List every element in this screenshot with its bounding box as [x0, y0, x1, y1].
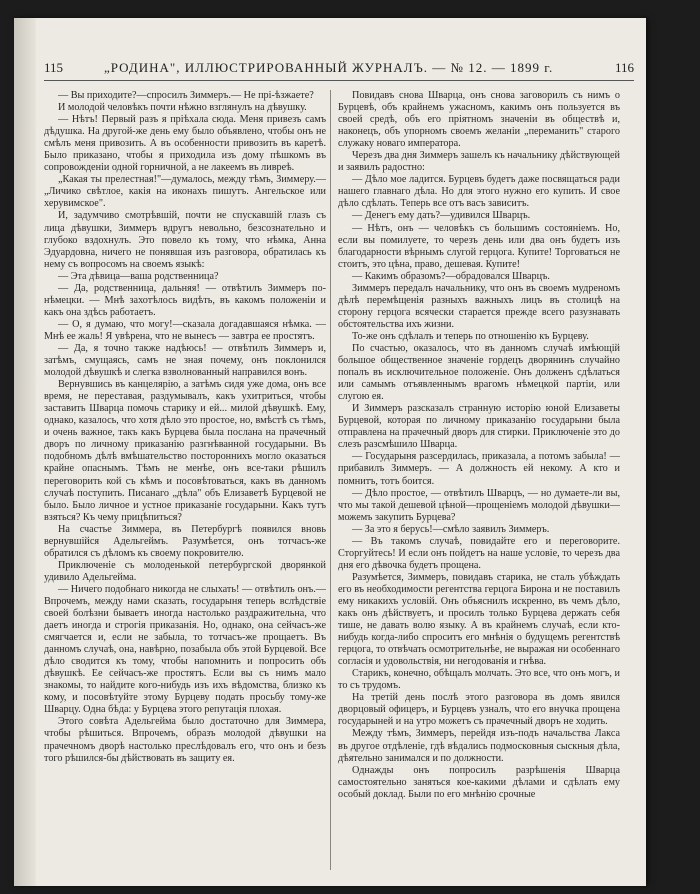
paragraph: — Нѣтъ, онъ — человѣкъ съ большимъ состояніемъ. Но, если вы помилуете, то черезъ день или два онъ будетъ изъ благодарности вѣрнымъ слугой герцога. Купите! Торговаться не стоитъ, это цѣна, право, дешевая. Купите! — [338, 222, 620, 270]
paragraph: Зиммеръ передалъ начальнику, что онъ въ своемъ мудреномъ дѣлѣ перемѣщенія разныхъ важныхъ лицъ въ столицѣ на сторону герцога всячески старается прежде всего разузнавать обстоятельства ихъ жизни. — [338, 282, 620, 330]
paragraph: — О, я думаю, что могу!—сказала догадавшаяся нѣмка. — Мнѣ ее жаль! Я увѣрена, что не вынесъ — завтра ее простятъ. — [44, 318, 326, 342]
paragraph: „Какая ты прелестная!"—думалось, между тѣмъ, Зиммеру.— „Личико свѣтлое, какія на иконахъ пишутъ. Ангельское или херувимское". — [44, 174, 326, 210]
paragraph: Разумѣется, Зиммеръ, повидавъ старика, не сталъ убѣждать его въ необходимости регентства герцога Бирона и не поставилъ ему никакихъ условій. Онъ объяснилъ искренно, въ чемъ дѣло, какъ онъ дѣйствуетъ, и просилъ только Бурцева держать себя тише, не давать волю языку. А въ крайнемъ случаѣ, если кто-нибудь когда-либо спроситъ его мнѣнія о будущемъ регентствѣ герцога, то отвѣчать осмотрительнѣе, не выражая ни особеннаго согласія и удовольствія, ни негодованія и гнѣва. — [338, 571, 620, 668]
column-divider — [330, 90, 331, 870]
paragraph: На третій день послѣ этого разговора въ домъ явился дворцовый офицеръ, и Бурцевъ узналъ, что его внучка прощена государыней и на утро можетъ съ прачечный дворъ не ходить. — [338, 692, 620, 728]
paragraph: — Государыня разсердилась, приказала, а потомъ забыла! — прибавилъ Зиммеръ. — А должность ей некому. А кто и помнитъ, тотъ боится. — [338, 451, 620, 487]
paragraph: И молодой человѣкъ почти нѣжно взглянулъ на дѣвушку. — [58, 102, 307, 114]
paragraph: — Какимъ образомъ?—обрадовался Шварцъ. — [352, 270, 550, 282]
paragraph: Черезъ два дня Зиммеръ зашелъ къ начальнику дѣйствующей и заявилъ радостно: — [338, 150, 620, 174]
paragraph: Вернувшись въ канцелярію, а затѣмъ сидя уже дома, онъ все время, не переставая, раздумывалъ, какъ ухитриться, чтобы заставить Шварца помочь старику и ей... милой дѣвушкѣ. Ему, однако, казалось, что хотя дѣло это простое, но, вмѣстѣ съ тѣмъ, и очень важное, такъ какъ Бурцева была послана на прачечный дворъ по личному приказанію разгнѣванной государыни. Въ подобномъ дѣлѣ вмѣшательство постороннихъ могло оказаться крайне опаснымъ. Тѣмъ не менѣе, онъ все-таки рѣшилъ переговорить кой съ кѣмъ и посовѣтоваться, какъ въ данномъ случаѣ поступить. Писанаго „дѣла" объ Елизаветѣ Бурцевой не было. Было личное и устное приказаніе государыни. Какъ тутъ взяться? Къ чему прицѣпиться? — [44, 379, 326, 523]
paragraph: На счастье Зиммера, въ Петербургѣ появился вновь вернувшійся Адельгеймъ. Разумѣется, онъ тотчасъ-же обратился съ дѣломъ къ своему покровителю. — [44, 523, 326, 559]
paragraph: — Эта дѣвица—ваша родственница? — [58, 270, 219, 282]
paragraph: Старикъ, конечно, обѣщалъ молчать. Это все, что онъ могъ, и то съ трудомъ. — [338, 668, 620, 692]
paragraph: — Дѣло мое ладится. Бурцевъ будетъ даже посвящаться ради нашего главнаго дѣла. Но для этого нужно его купить. И свое дѣло сдѣлать. Теперь все отъ васъ зависитъ. — [338, 174, 620, 210]
paragraph: Этого совѣта Адельгейма было достаточно для Зиммера, чтобы рѣшиться. Впрочемъ, образъ молодой дѣвушки на прачечномъ дворѣ настолько преслѣдовалъ его, что онъ и безъ того рѣшился-бы дѣйствовать въ защиту ея. — [44, 716, 326, 764]
journal-page — [14, 18, 646, 886]
paragraph: — Да, я точно также надѣюсь! — отвѣтилъ Зиммеръ и, затѣмъ, смущаясь, самъ не зная почему, онъ поклонился молодой дѣвушкѣ и слегка взволнованный направился вонъ. — [44, 342, 326, 379]
text-column-right — [338, 90, 620, 801]
paragraph: По счастью, оказалось, что въ данномъ случаѣ имѣющій большое общественное значеніе гордецъ дворянинъ случайно попалъ въ исключительное положеніе. Онъ долженъ сдѣлаться или самымъ отъявленнымъ врагомъ нѣмецкой партіи, или слугою ея. — [338, 342, 620, 403]
journal-title: „РОДИНА", ИЛЛЮСТРИРОВАННЫЙ ЖУРНАЛЪ. — № 12. — 1899 г. — [104, 60, 554, 75]
paragraph: Приключеніе съ молоденькой петербургской дворянкой удивило Адельгейма. — [44, 559, 326, 583]
paragraph: — Дѣло простое, — отвѣтилъ Шварцъ, — но думаете-ли вы, что мы такой дешевой цѣной—прощеніемъ молодой дѣвушки—можемъ закупить Бурцева? — [338, 487, 620, 523]
paragraph: — Ничего подобнаго никогда не слыхать! — отвѣтилъ онъ.—Впрочемъ, между нами сказать, государыня теперь вслѣдствіе своей болѣзни бываетъ иногда настолько раздражительна, что даетъ иногда и строгія приказанія. Но, однако, она сейчасъ-же смягчается и, если не забыла, то тотчасъ-же прощаетъ. Въ данномъ случаѣ, она, навѣрно, позабыла объ этой Бурцевой. Все дѣло сводится къ тому, чтобы напомнить и попросить объ дѣвушкѣ. Ее сейчасъ-же простятъ. Если вы съ нимъ мало знакомы, то найдите кого-нибудь изъ ихъ вѣдомства, близко къ кому, и посовѣтуйте этому Бурцеву подать просьбу тому-же Шварцу. Одна бѣда: у Бурцева этого репутація плохая. — [44, 583, 326, 716]
paragraph: То-же онъ сдѣлалъ и теперь по отношенію къ Бурцеву. — [352, 330, 589, 342]
paragraph: И, задумчиво смотрѣвшій, почти не спускавшій глазъ съ лица дѣвушки, Зиммеръ вдругъ невольно, безсознательно и глубоко вздохнулъ. Это повело къ тому, что нѣмка, Анна Эдуардовна, ничего не понявшая изъ разговора, обратилась къ нему съ вопросомъ на своемъ языкѣ: — [44, 210, 326, 270]
page-header — [44, 58, 634, 81]
paragraph: Однажды онъ попросилъ разрѣшенія Шварца самостоятельно заняться кое-какими дѣлами и сдѣлать ему особый доклад. Были по его мнѣнію срочные — [338, 764, 620, 800]
paragraph: — Вы приходите?—спросилъ Зиммеръ.— Не прі-ѣзжаете? — [58, 90, 314, 101]
text-column-left — [44, 90, 326, 765]
paragraph: Повидавъ снова Шварца, онъ снова заговорилъ съ нимъ о Бурцевѣ, объ крайнемъ ужасномъ, какимъ онъ пользуется въ своей средѣ, объ его пріятномъ значеніи въ обществѣ и, наконецъ, объ упорномъ своемъ желаніи „переманить" старого служаку новаго императора. — [338, 90, 620, 150]
paragraph: Между тѣмъ, Зиммеръ, перейдя изъ-подъ начальства Лакса въ другое отдѣленіе, гдѣ вѣдались подмосковныя сыскныя дѣла, дѣятельно занимался и по должности. — [338, 728, 620, 764]
paragraph: — Въ такомъ случаѣ, повидайте его и переговорите. Сторгуйтесь! И если онъ пойдетъ на наше условіе, то черезъ два дня его дѣвочка будетъ прощена. — [338, 535, 620, 571]
page-number-left: 115 — [44, 60, 64, 75]
binding-edge — [14, 18, 36, 886]
paragraph: — Да, родственница, дальняя! — отвѣтилъ Зиммеръ по-нѣмецки. — Мнѣ захотѣлось видѣть, въ какомъ положеніи и какъ она здѣсь работаетъ. — [44, 282, 326, 318]
paragraph: И Зиммеръ разсказалъ странную исторію юной Елизаветы Бурцевой, которая по личному приказанію государыни была отправлена на прачечный дворъ для стирки. Приключеніе это до слезъ разсмѣшило Шварца. — [338, 403, 620, 451]
paragraph: — Нѣтъ! Первый разъ я пріѣхала сюда. Меня привезъ самъ дѣдушка. На другой-же день ему было объявлено, чтобы онъ не смѣлъ меня привозить. А въ особенности привозить въ каретѣ. Было приказано, чтобы я приходила изъ дому пѣшкомъ въ сопровожденіи одной горничной, а не лакеемъ въ ливреѣ. — [44, 114, 326, 174]
page-number-right: 116 — [614, 60, 634, 75]
paragraph: — Денегъ ему дать?—удивился Шварцъ. — [352, 210, 531, 222]
paragraph: — За это я берусь!—смѣло заявилъ Зиммеръ. — [352, 523, 550, 535]
